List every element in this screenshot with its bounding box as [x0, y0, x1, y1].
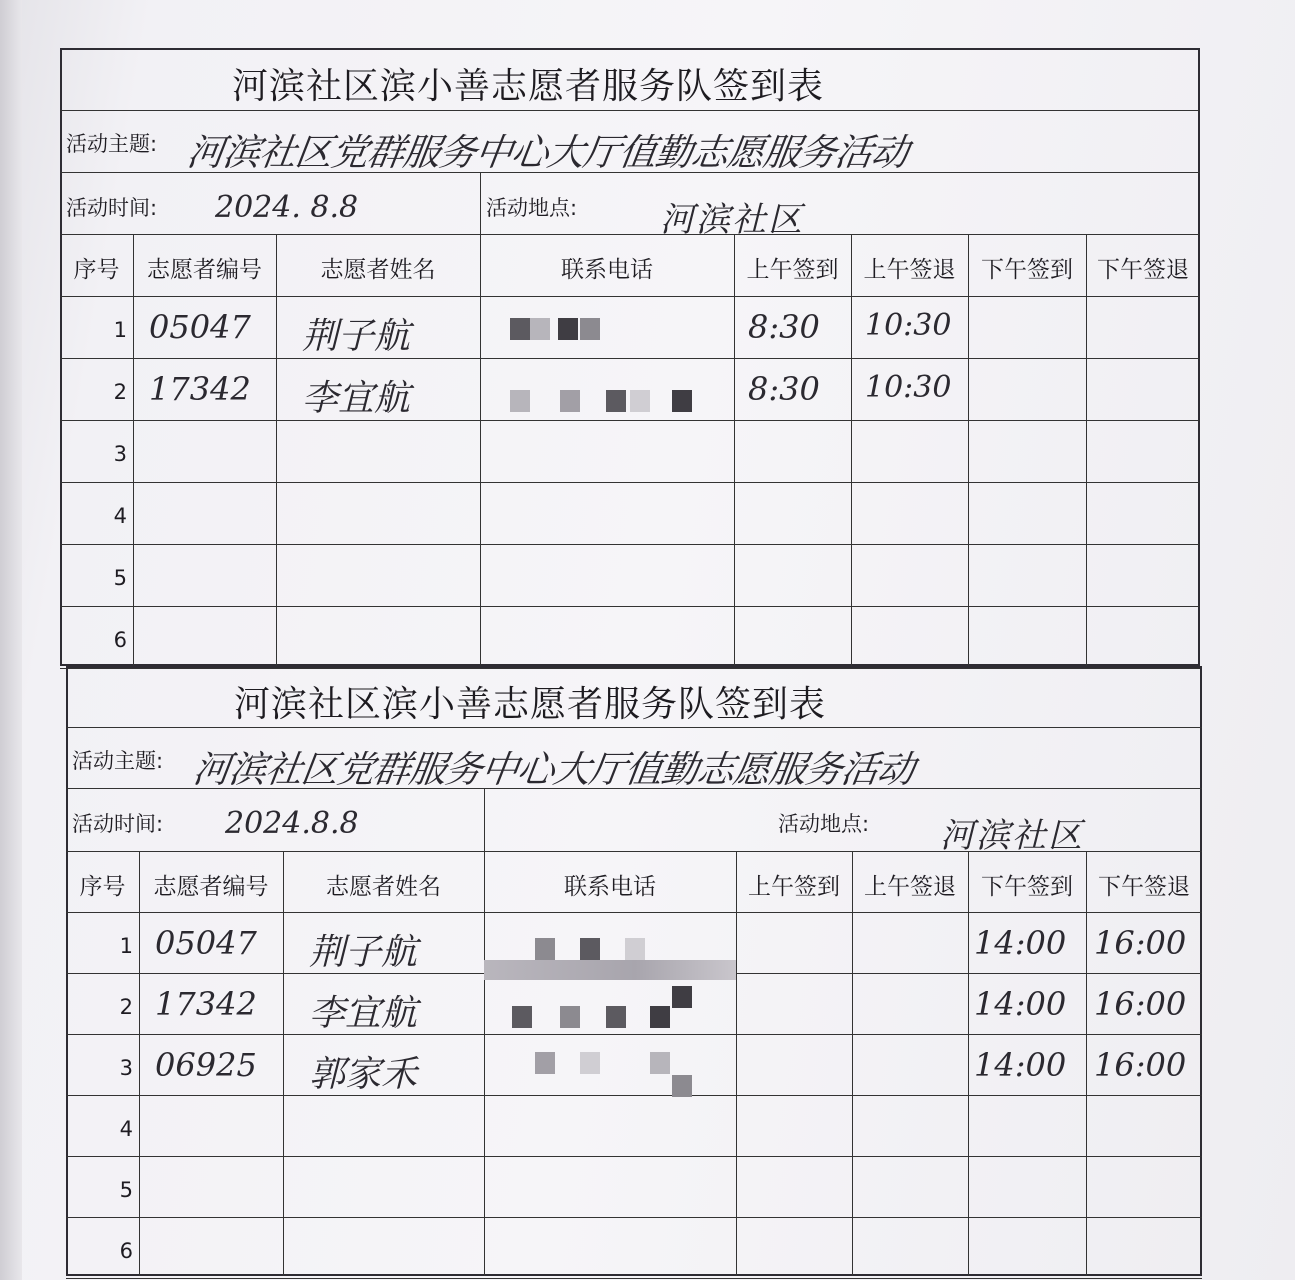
- redacted-phone-block: [560, 390, 580, 412]
- column-header: 志愿者姓名: [320, 257, 436, 283]
- row-number: 1: [119, 934, 133, 958]
- theme-label: 活动主题:: [66, 132, 158, 156]
- row-number: 2: [113, 380, 127, 404]
- column-header: 序号: [79, 874, 126, 900]
- column-header: 志愿者编号: [153, 874, 269, 900]
- row-number: 3: [119, 1056, 133, 1080]
- table-row: [66, 1095, 1202, 1156]
- volunteer-name: 李宜航: [302, 378, 411, 419]
- place-label: 活动地点:: [486, 196, 578, 220]
- column-header: 下午签到: [981, 874, 1073, 900]
- row-rule: [66, 1278, 1202, 1279]
- column-header: 志愿者编号: [147, 257, 262, 283]
- redacted-phone-block: [530, 318, 550, 340]
- time-label: 活动时间:: [72, 812, 164, 836]
- column-header: 下午签到: [981, 257, 1073, 283]
- volunteer-id: 06925: [155, 1046, 257, 1084]
- am-signout-time: 10:30: [865, 370, 952, 405]
- time-place-divider: [480, 172, 481, 234]
- table-row: [66, 1156, 1202, 1217]
- redacted-phone-block: [650, 1006, 670, 1028]
- column-header: 序号: [73, 257, 120, 283]
- row-number: 2: [119, 995, 133, 1019]
- volunteer-id: 05047: [149, 308, 251, 346]
- row-number: 4: [119, 1117, 133, 1141]
- redacted-phone-block: [510, 390, 530, 412]
- row-number: 6: [119, 1239, 133, 1263]
- redacted-phone-block: [672, 986, 692, 1008]
- redacted-phone-block: [535, 1052, 555, 1074]
- row-number: 4: [113, 504, 127, 528]
- volunteer-id: 17342: [155, 985, 257, 1023]
- sheet-title: 河滨社区滨小善志愿者服务队签到表: [232, 66, 825, 107]
- table-row: [66, 1217, 1202, 1278]
- column-header: 下午签退: [1098, 874, 1190, 900]
- pm-signout-time: 16:00: [1094, 985, 1187, 1023]
- column-header: 上午签到: [748, 874, 840, 900]
- redaction-smudge: [484, 960, 736, 980]
- column-header: 上午签退: [864, 874, 956, 900]
- am-signout-time: 10:30: [865, 308, 952, 343]
- table-row: [60, 544, 1200, 606]
- volunteer-name: 李宜航: [309, 993, 418, 1034]
- column-header: 上午签到: [746, 257, 839, 283]
- theme-label: 活动主题:: [72, 749, 164, 773]
- table-row: [60, 606, 1200, 668]
- row-number: 1: [113, 318, 127, 342]
- redacted-phone-block: [672, 1075, 692, 1097]
- column-header: 联系电话: [561, 257, 653, 283]
- redacted-phone-block: [512, 1006, 532, 1028]
- redacted-phone-block: [580, 318, 600, 340]
- column-header: 下午签退: [1097, 257, 1189, 283]
- am-signin-time: 8:30: [748, 308, 820, 346]
- redacted-phone-block: [606, 1006, 626, 1028]
- row-number: 6: [113, 628, 127, 652]
- redacted-phone-block: [510, 318, 530, 340]
- time-value: 2024.8.8: [225, 806, 359, 841]
- table-row: [60, 482, 1200, 544]
- am-signin-time: 8:30: [748, 370, 820, 408]
- place-value: 河滨社区: [660, 200, 804, 240]
- column-header: 志愿者姓名: [326, 874, 441, 900]
- theme-value: 河滨社区党群服务中心大厅值勤志愿服务活动: [184, 131, 911, 174]
- pm-signout-time: 16:00: [1094, 924, 1187, 962]
- time-label: 活动时间:: [66, 196, 158, 220]
- redacted-phone-block: [535, 938, 555, 960]
- redacted-phone-block: [558, 318, 578, 340]
- table-row: [60, 420, 1200, 482]
- row-number: 3: [113, 442, 127, 466]
- sheet-title: 河滨社区滨小善志愿者服务队签到表: [234, 684, 827, 725]
- pm-signin-time: 14:00: [974, 924, 1067, 962]
- volunteer-id: 17342: [149, 370, 251, 408]
- title-rule: [66, 727, 1202, 728]
- column-header: 上午签退: [863, 257, 956, 283]
- pm-signin-time: 14:00: [974, 1046, 1067, 1084]
- volunteer-name: 荆子航: [309, 932, 418, 973]
- redacted-phone-block: [580, 938, 600, 960]
- time-place-divider: [484, 788, 485, 851]
- redacted-phone-block: [625, 938, 645, 960]
- redacted-phone-block: [580, 1052, 600, 1074]
- row-number: 5: [119, 1178, 133, 1202]
- redacted-phone-block: [630, 390, 650, 412]
- redacted-phone-block: [606, 390, 626, 412]
- volunteer-id: 05047: [155, 924, 257, 962]
- redacted-phone-block: [672, 390, 692, 412]
- redacted-phone-block: [650, 1052, 670, 1074]
- place-value: 河滨社区: [940, 816, 1084, 856]
- title-rule: [60, 110, 1200, 111]
- column-header: 联系电话: [564, 874, 656, 900]
- volunteer-name: 荆子航: [302, 316, 411, 357]
- time-rule: [60, 234, 1200, 235]
- pm-signout-time: 16:00: [1094, 1046, 1187, 1084]
- binding-edge: [0, 0, 22, 1280]
- redacted-phone-block: [560, 1006, 580, 1028]
- time-value: 2024. 8.8: [215, 190, 359, 225]
- place-label: 活动地点:: [778, 812, 870, 836]
- theme-value: 河滨社区党群服务中心大厅值勤志愿服务活动: [190, 748, 917, 791]
- volunteer-name: 郭家禾: [309, 1054, 418, 1095]
- pm-signin-time: 14:00: [974, 985, 1067, 1023]
- row-number: 5: [113, 566, 127, 590]
